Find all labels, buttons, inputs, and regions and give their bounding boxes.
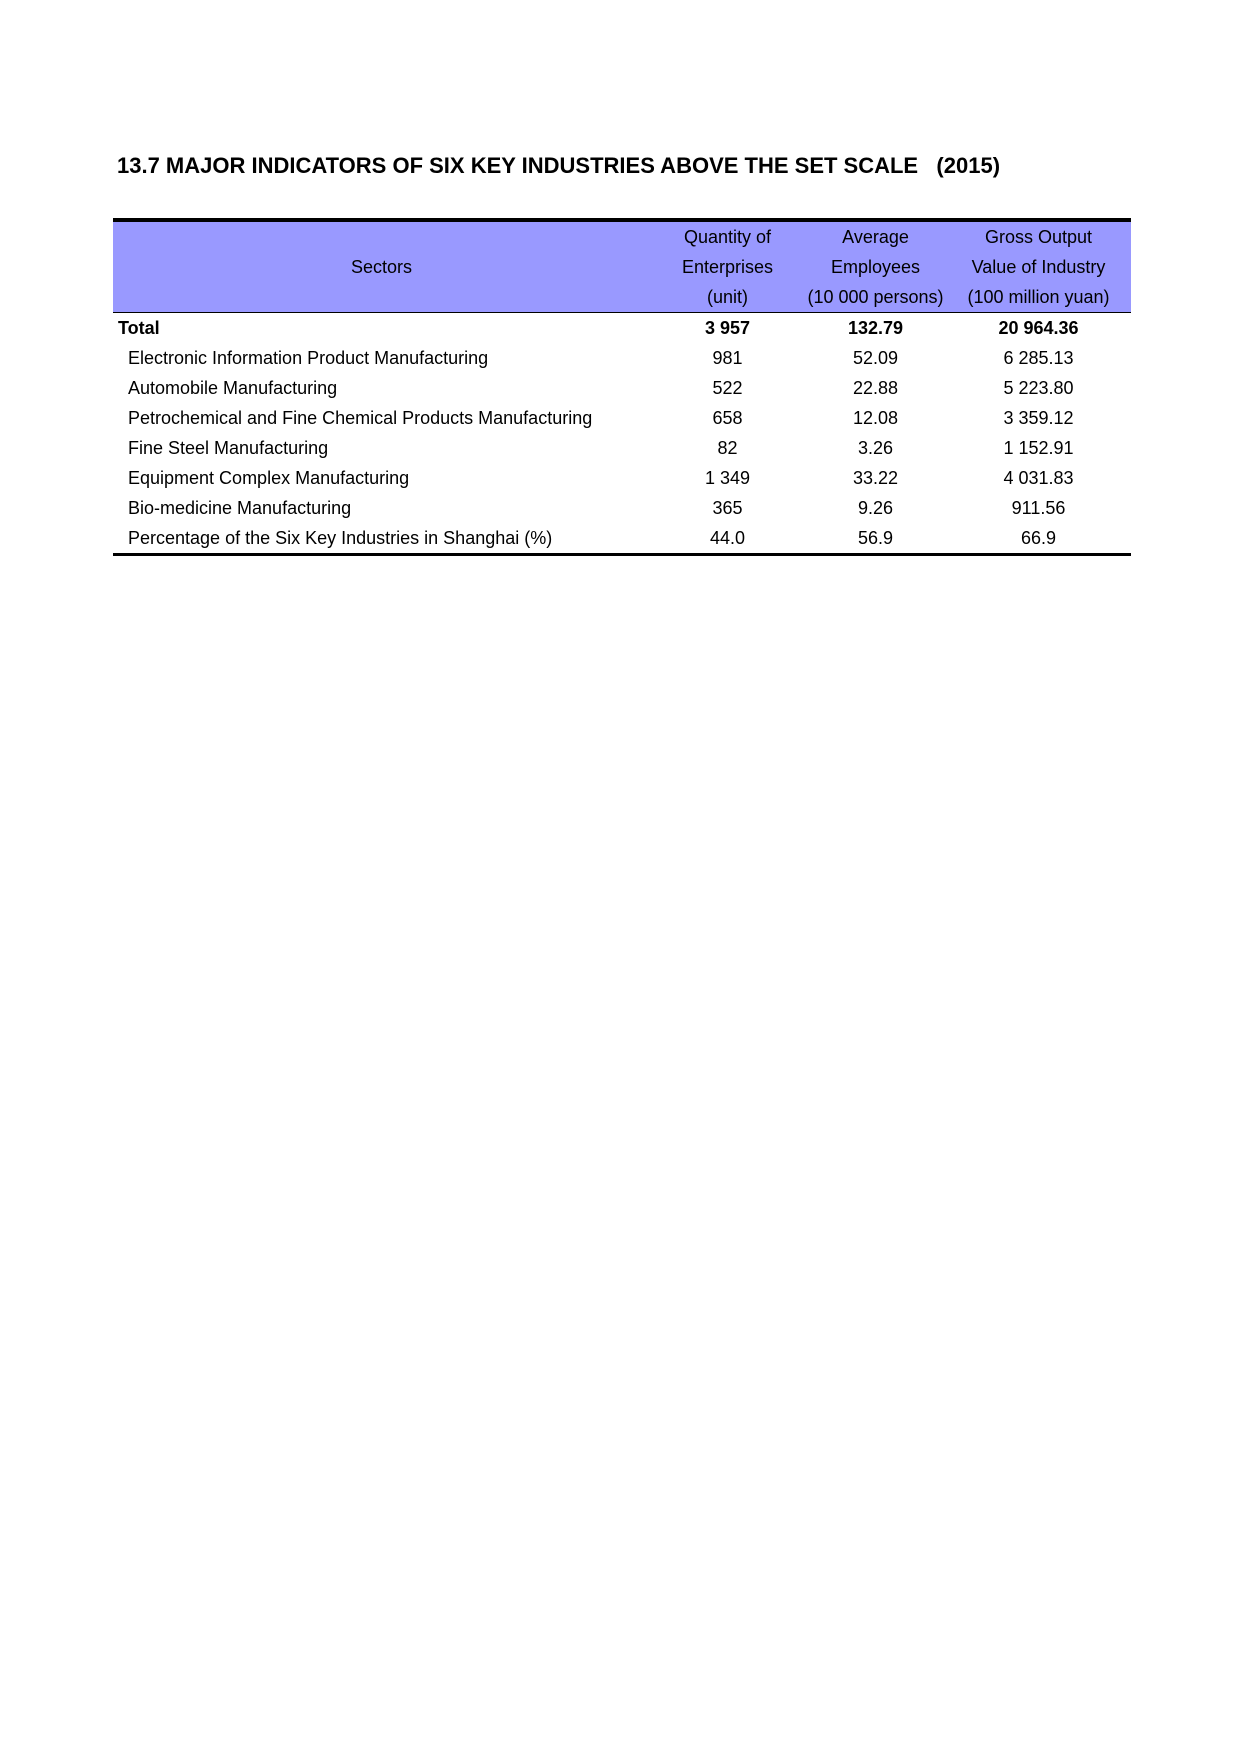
cell-employees: 52.09	[852, 348, 899, 368]
row-sector-label: Electronic Information Product Manufacturing	[128, 348, 489, 368]
cell-enterprises: 44.0	[650, 523, 805, 555]
cell-output: 911.56	[1011, 498, 1066, 518]
column-header-line: Gross Output	[984, 227, 1093, 247]
cell-enterprises: 658	[712, 408, 743, 428]
cell-output: 6 285.13	[1003, 348, 1074, 368]
row-sector-label: Percentage of the Six Key Industries in Shanghai (%)	[113, 523, 650, 555]
cell-employees: 56.9	[805, 523, 946, 555]
cell-enterprises: 365	[712, 498, 743, 518]
column-header-line: Employees	[830, 257, 921, 277]
table-row	[113, 433, 1131, 463]
cell-output: 4 031.83	[1003, 468, 1074, 488]
cell-enterprises: 522	[712, 378, 743, 398]
cell-output: 66.9	[946, 523, 1131, 555]
column-header-line: Value of Industry	[971, 257, 1106, 277]
row-sector-label: Fine Steel Manufacturing	[128, 438, 329, 458]
column-header-line: Quantity of	[683, 227, 772, 247]
column-header-sectors	[113, 220, 650, 313]
cell-output: 20 964.36	[998, 318, 1079, 338]
row-sector-label: Petrochemical and Fine Chemical Products Manufacturing	[128, 408, 593, 428]
table-row	[113, 403, 1131, 433]
table-row	[113, 373, 1131, 403]
cell-output: 3 359.12	[1003, 408, 1074, 428]
row-sector-label: Automobile Manufacturing	[128, 378, 338, 398]
table-row	[113, 493, 1131, 523]
column-header-employees	[805, 220, 946, 313]
table-header-row	[113, 220, 1131, 313]
column-header-unit: (100 million yuan)	[967, 287, 1110, 307]
column-header-unit: (unit)	[706, 287, 748, 307]
cell-employees: 22.88	[852, 378, 899, 398]
column-header-unit: (10 000 persons)	[807, 287, 944, 307]
cell-enterprises: 82	[717, 438, 738, 458]
table-row	[113, 463, 1131, 493]
table-row-percentage	[113, 523, 1131, 555]
column-header-line: Average	[842, 227, 909, 247]
column-header-label: Sectors	[350, 257, 413, 277]
cell-enterprises: 981	[712, 348, 743, 368]
cell-output: 1 152.91	[1003, 438, 1074, 458]
row-sector-label: Equipment Complex Manufacturing	[128, 468, 410, 488]
column-header-line: Enterprises	[681, 257, 774, 277]
column-header-enterprises	[650, 220, 805, 313]
cell-employees: 3.26	[857, 438, 894, 458]
cell-employees: 132.79	[847, 318, 904, 338]
cell-output: 5 223.80	[1003, 378, 1074, 398]
cell-enterprises: 3 957	[704, 318, 751, 338]
cell-employees: 33.22	[852, 468, 899, 488]
table-row-total	[113, 313, 1131, 344]
row-sector-label: Bio-medicine Manufacturing	[128, 498, 352, 518]
cell-enterprises: 1 349	[704, 468, 751, 488]
row-sector-label: Total	[118, 318, 160, 338]
cell-employees: 9.26	[857, 498, 894, 518]
indicators-table	[113, 218, 1131, 556]
cell-employees: 12.08	[852, 408, 899, 428]
column-header-output	[946, 220, 1131, 313]
page-title: 13.7 MAJOR INDICATORS OF SIX KEY INDUSTRIES ABOVE THE SET SCALE (2015)	[117, 153, 1001, 178]
table-row	[113, 343, 1131, 373]
